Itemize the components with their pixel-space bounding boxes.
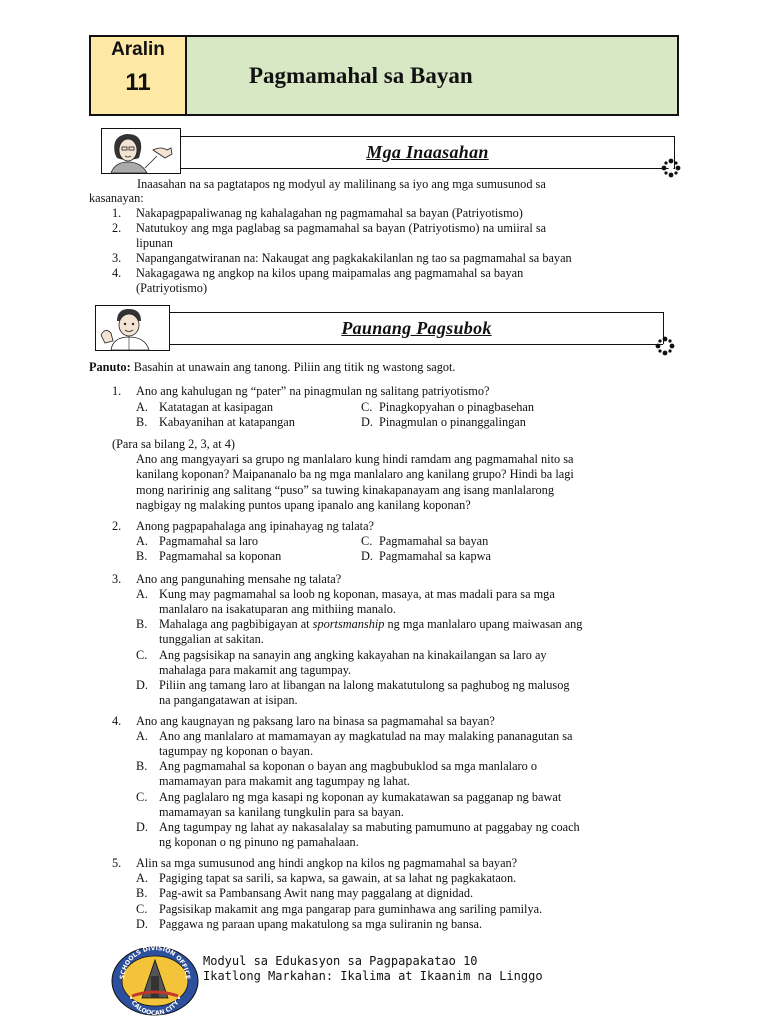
choice-text: manlalaro na isakatuparan ang mithiing manalo. [159, 602, 396, 616]
objective-item: Napangangatwiranan na: Nakaugat ang pagkakakilanlan ng tao sa pagmamahal sa bayan [136, 251, 572, 265]
panuto-text: Basahin at unawain ang tanong. Piliin ang titik ng wastong sagot. [133, 360, 456, 374]
choice-text: Ano ang manlalaro at mamamayan ay magkatulad na may malaking pananagutan sa [159, 729, 573, 743]
choice-text: Ang pagmamahal sa koponan o bayan ang magbubuklod sa mga manlalaro o [159, 759, 538, 773]
passage-line: kanilang koponan? Maipananalo ba ng mga manlalaro ang kanilang grupo? Hindi ba lagi [136, 467, 574, 481]
choice-letter: D. [136, 917, 148, 931]
panuto-instruction [89, 360, 456, 375]
teacher-illustration [101, 128, 181, 174]
choice-letter: D. [361, 415, 373, 429]
choice-text: tagumpay ng koponan o bayan. [159, 744, 314, 758]
paunang-pagsubok-banner [170, 312, 664, 345]
objective-number: 1. [112, 206, 122, 220]
choice-text: Ang paglalaro ng mga kasapi ng koponan ay kumakatawan sa pagganap ng bawat [159, 790, 562, 804]
choice-letter: A. [136, 534, 148, 548]
choice-text: Pagmamahal sa koponan [159, 549, 282, 563]
choice-text: mamamayan para makamit ang tagumpay ng lahat. [159, 774, 410, 788]
passage-line: nagbigay ng malaking puntos upang ipanalo ang kanilang koponan? [136, 498, 471, 512]
mga-inaasahan-banner [181, 136, 675, 169]
lesson-title-box [187, 35, 679, 116]
choice-letter: D. [136, 820, 148, 834]
svg-text:• CALOOCAN CITY •: • CALOOCAN CITY • [126, 994, 184, 1016]
choice-text-part: ng mga manlalaro upang maiwasan ang [384, 617, 583, 631]
footer-module-title: Modyul sa Edukasyon sa Pagpapakatao 10 [203, 954, 478, 968]
choice-text: Pag-awit sa Pambansang Awit nang may paggalang at dignidad. [159, 886, 474, 900]
question-number: 4. [112, 714, 122, 728]
choice-letter: A. [136, 587, 148, 601]
objective-item: (Patriyotismo) [136, 281, 208, 295]
lesson-number-box [89, 35, 187, 116]
choice-text: ng koponan o ng pinuno ng pamahalaan. [159, 835, 359, 849]
choice-letter: C. [136, 648, 148, 662]
choice-text: Katatagan at kasipagan [159, 400, 274, 414]
question-number: 1. [112, 384, 122, 398]
choice-text: Pagmamahal sa kapwa [379, 549, 491, 563]
choice-text-italic: sportsmanship [312, 617, 385, 631]
flower-ornament-icon [655, 336, 675, 361]
choice-text: tunggalian at sakitan. [159, 632, 264, 646]
choice-text: Ang tagumpay ng lahat ay nakasalalay sa mabuting pamumuno at paggabay ng coach [159, 820, 580, 834]
choice-text: Pagmamahal sa laro [159, 534, 259, 548]
choice-letter: B. [136, 886, 148, 900]
choice-letter: D. [136, 678, 148, 692]
question-number: 5. [112, 856, 122, 870]
objective-number: 3. [112, 251, 122, 265]
choice-letter: B. [136, 415, 148, 429]
objective-item: Natutukoy ang mga paglabag sa pagmamahal sa bayan (Patriyotismo) na umiiral sa [136, 221, 547, 235]
choice-text: Kabayanihan at katapangan [159, 415, 295, 429]
choice-text-part: Mahalaga ang pagbibigayan at [159, 617, 313, 631]
choice-letter: A. [136, 400, 148, 414]
choice-text: na pangangatawan at isipan. [159, 693, 298, 707]
choice-text: mahalaga para makamit ang tagumpay. [159, 663, 352, 677]
objective-item: Nakagagawa ng angkop na kilos upang maipamalas ang pagmamahal sa bayan [136, 266, 524, 280]
choice-text: Pinagmulan o pinanggalingan [379, 415, 526, 429]
aralin-number: 11 [125, 69, 151, 96]
choice-text: Pagsisikap makamit ang mga pangarap para guminhawa ang sariling pamilya. [159, 902, 543, 916]
choice-text [159, 617, 678, 632]
student-illustration [95, 305, 170, 351]
choice-text: Piliin ang tamang laro at libangan na lalong makatutulong sa paghubog ng malusog [159, 678, 570, 692]
choice-text: Paggawa ng paraan upang makatulong sa mga suliranin ng bansa. [159, 917, 483, 931]
panuto-label: Panuto: [89, 360, 131, 374]
objective-item: lipunan [136, 236, 173, 250]
choice-letter: A. [136, 729, 148, 743]
choice-letter: B. [136, 549, 148, 563]
section-title-inaasahan: Mga Inaasahan [366, 142, 489, 162]
choice-letter: B. [136, 617, 148, 631]
choice-letter: C. [361, 400, 373, 414]
choice-letter: A. [136, 871, 148, 885]
passage-line: Ano ang mangyayari sa grupo ng manlalaro kung hindi ramdam ang pagmamahal nito sa [136, 452, 574, 466]
choice-text: Kung may pagmamahal sa loob ng koponan, masaya, at mas madali para sa mga [159, 587, 555, 601]
section-title-paunang: Paunang Pagsubok [341, 318, 492, 338]
objective-item: Nakapagpapaliwanag ng kahalagahan ng pagmamahal sa bayan (Patriyotismo) [136, 206, 523, 220]
choice-text: Ang pagsisikap na sanayin ang angking kakayahan na kinakailangan sa laro ay [159, 648, 547, 662]
objective-number: 4. [112, 266, 122, 280]
choice-text: Pinagkopyahan o pinagbasehan [379, 400, 535, 414]
choice-letter: D. [361, 549, 373, 563]
flower-ornament-icon [661, 158, 681, 183]
question-text: Ano ang pangunahing mensahe ng talata? [136, 572, 342, 586]
question-text: Ano ang kaugnayan ng paksang laro na binasa sa pagmamahal sa bayan? [136, 714, 495, 728]
question-text: Alin sa mga sumusunod ang hindi angkop na kilos ng pagmamahal sa bayan? [136, 856, 518, 870]
objective-number: 2. [112, 221, 122, 235]
choice-text: Pagiging tapat sa sarili, sa kapwa, sa gawain, at sa lahat ng pagkakataon. [159, 871, 517, 885]
question-text: Anong pagpapahalaga ang ipinahayag ng talata? [136, 519, 374, 533]
question-text: Ano ang kahulugan ng “pater” na pinagmulan ng salitang patriyotismo? [136, 384, 490, 398]
choice-text: Pagmamahal sa bayan [379, 534, 489, 548]
footer-quarter-week: Ikatlong Markahan: Ikalima at Ikaanim na Linggo [203, 969, 543, 983]
passage-line: mong naririnig ang salitang “puso” sa tuwing kinakapanayam ang isang manlalarong [136, 483, 554, 497]
choice-letter: C. [136, 790, 148, 804]
passage-label: (Para sa bilang 2, 3, at 4) [112, 437, 235, 451]
choice-letter: B. [136, 759, 148, 773]
lesson-title: Pagmamahal sa Bayan [249, 63, 473, 88]
question-number: 3. [112, 572, 122, 586]
schools-division-seal [110, 946, 200, 1016]
choice-text: mamamayan sa kanilang tungkulin para sa bayan. [159, 805, 404, 819]
intro-line: Inaasahan na sa pagtatapos ng modyul ay malilinang sa iyo ang mga sumusunod sa [137, 177, 546, 191]
choice-letter: C. [361, 534, 373, 548]
aralin-label: Aralin [111, 39, 165, 60]
question-number: 2. [112, 519, 122, 533]
intro-line: kasanayan: [89, 191, 144, 205]
svg-text:SCHOOLS DIVISION OFFICE: SCHOOLS DIVISION OFFICE [118, 946, 191, 980]
choice-letter: C. [136, 902, 148, 916]
